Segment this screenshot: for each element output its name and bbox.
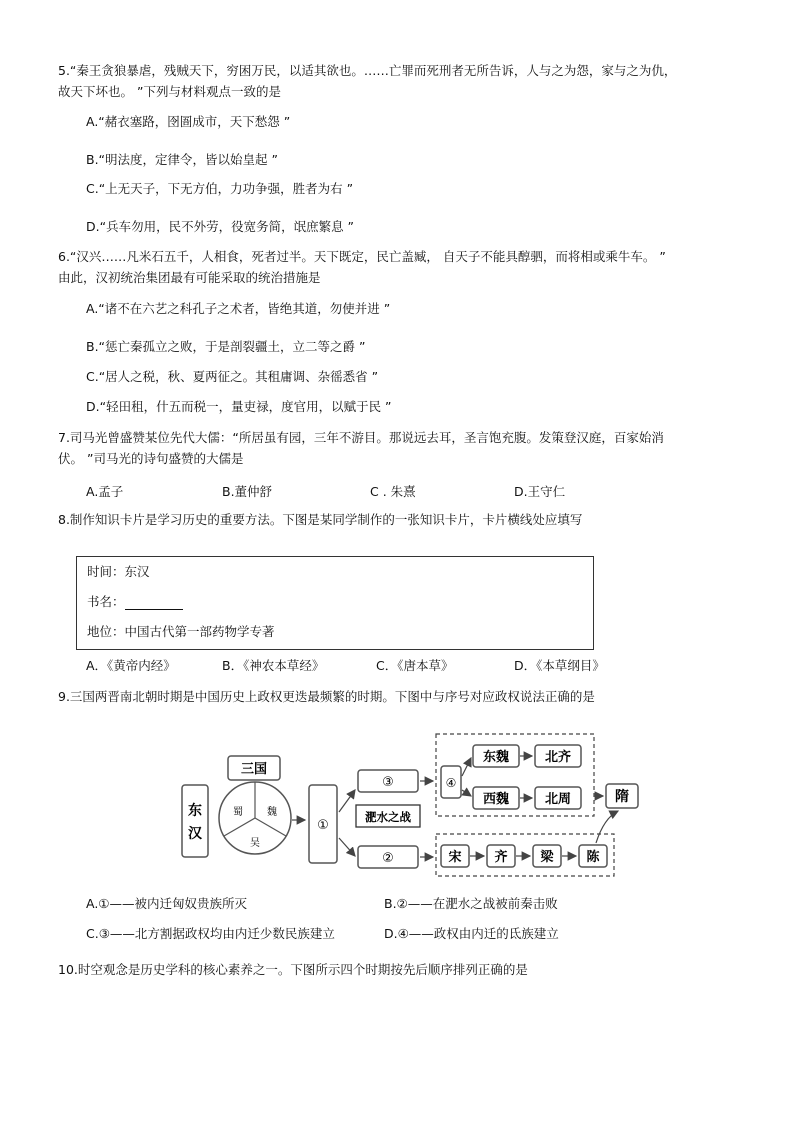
q6-option-d: D.“轻田租，什五而税一，量吏禄，度官用，以赋于民 ” <box>86 399 392 414</box>
wu-label: 吴 <box>250 838 260 849</box>
card-status: 地位：中国古代第一部药物学专著 <box>87 624 275 639</box>
card-time: 时间：东汉 <box>87 564 150 579</box>
q8-option-d: D．《本草纲目》 <box>514 658 605 673</box>
q7-stem-line2: 伏。 ”司马光的诗句盛赞的大儒是 <box>58 451 244 466</box>
n3-label: ③ <box>382 775 394 790</box>
q5-stem-line1: 5.“秦王贪狼暴虐，残贼天下，穷困万民，以适其欲也。……亡罪而死刑者无所告诉，人与之为怨，家与之为仇， <box>58 63 677 78</box>
q7-option-a: A.孟子 <box>86 484 124 499</box>
wei-label: 魏 <box>267 807 277 818</box>
n1-label: ① <box>317 818 329 833</box>
q7-stem-line1: 7.司马光曾盛赞某位先代大儒：“所居虽有园，三年不游目。那说远去耳，圣言饱充腹。发策登汉庭，百家始消 <box>58 430 664 445</box>
n4-label: ④ <box>445 776 457 790</box>
q7-option-d: D.王守仁 <box>514 484 566 499</box>
q5-option-d: D.“兵车勿用，民不外劳，役宽务简，氓庶繁息 ” <box>86 219 355 234</box>
q6-option-b: B.“惩亡秦孤立之败，于是剖裂疆土，立二等之爵 ” <box>86 339 366 354</box>
beizhou-label: 北周 <box>544 792 572 807</box>
q6-option-c: C.“居人之税，秋、夏两征之。其租庸调、杂徭悉省 ” <box>86 369 379 384</box>
q5-option-b: B.“明法度，定律令，皆以始皇起 ” <box>86 152 278 167</box>
liang-label: 梁 <box>540 850 554 865</box>
shu-label: 蜀 <box>233 807 243 818</box>
q10-stem: 10.时空观念是历史学科的核心素养之一。下图所示四个时期按先后顺序排列正确的是 <box>58 962 528 977</box>
q5-option-a: A.“赭衣塞路，囹圄成市，天下愁怨 ” <box>86 114 291 129</box>
sui-label: 隋 <box>615 789 629 805</box>
qi-label: 齐 <box>494 850 508 865</box>
donghan-box <box>182 785 208 857</box>
q9-option-d: D.④——政权由内迁的氐族建立 <box>384 926 559 941</box>
card-book-label: 书名： <box>87 594 125 609</box>
q8-option-b: B．《神农本草经》 <box>222 658 325 673</box>
q6-option-a: A.“诸不在六艺之科孔子之术者，皆绝其道，勿使并进 ” <box>86 301 391 316</box>
q9-option-a: A.①——被内迁匈奴贵族所灭 <box>86 896 248 911</box>
xiwei-label: 西魏 <box>482 792 510 807</box>
q9-stem: 9.三国两晋南北朝时期是中国历史上政权更迭最频繁的时期。下图中与序号对应政权说法正确的是 <box>58 689 595 704</box>
sanguo-label: 三国 <box>240 762 268 777</box>
q7-option-b: B.董仲舒 <box>222 484 273 499</box>
q8-option-a: A．《黄帝内经》 <box>86 658 176 673</box>
q9-option-c: C.③——北方割据政权均由内迁少数民族建立 <box>86 926 335 941</box>
q6-stem-line1: 6.“汉兴……凡米石五千，人相食，死者过半。天下既定，民亡盖臧， 自天子不能具醇驷，而将相或乘牛车。 ” <box>58 249 666 264</box>
donghan-char1: 东 <box>188 803 202 819</box>
q5-option-c: C.“上无天子，下无方伯，力功争强，胜者为右 ” <box>86 181 354 196</box>
q8-option-c: C．《唐本草》 <box>376 658 454 673</box>
beiqi-label: 北齐 <box>544 750 572 765</box>
donghan-char2: 汉 <box>188 826 202 842</box>
q7-option-c: C . 朱熹 <box>370 484 416 499</box>
q6-stem-line2: 由此，汉初统治集团最有可能采取的统治措施是 <box>58 270 321 285</box>
q5-stem-line2: 故天下坏也。 ”下列与材料观点一致的是 <box>58 84 281 99</box>
q8-stem: 8.制作知识卡片是学习历史的重要方法。下图是某同学制作的一张知识卡片，卡片横线处应填写 <box>58 512 583 527</box>
dongwei-label: 东魏 <box>482 750 510 765</box>
feishui-label: 淝水之战 <box>365 810 411 824</box>
n2-label: ② <box>382 851 394 866</box>
chen-label: 陈 <box>586 850 600 865</box>
song-label: 宋 <box>448 850 462 865</box>
q9-option-b: B.②——在淝水之战被前秦击败 <box>384 896 558 911</box>
